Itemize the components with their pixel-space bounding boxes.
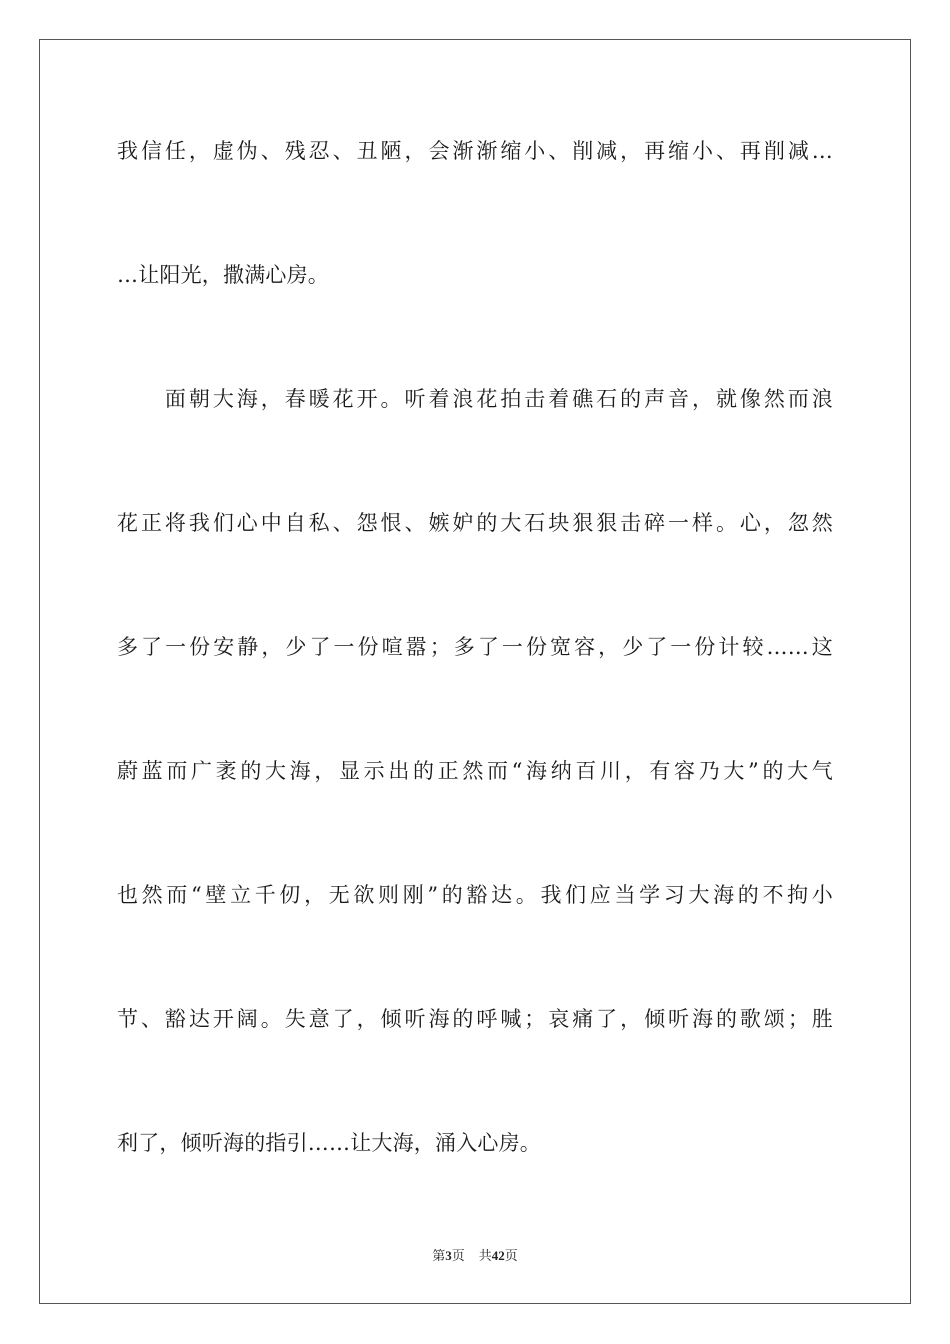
page-footer — [0, 1247, 950, 1266]
paragraph-line: 我信任，虚伪、残忍、丑陋，会渐渐缩小、削减，再缩小、再削减… — [117, 139, 833, 163]
total-label-prefix: 共 — [478, 1249, 492, 1264]
page-border — [39, 39, 911, 1304]
paragraph-line: 也然而“壁立千仞，无欲则刚”的豁达。我们应当学习大海的不拘小 — [117, 883, 833, 907]
total-pages: 42 — [491, 1248, 505, 1263]
paragraph-line: 利了，倾听海的指引……让大海，涌入心房。 — [117, 1131, 541, 1155]
page-number: 3 — [445, 1248, 452, 1263]
paragraph-line: 蔚蓝而广袤的大海，显示出的正然而“海纳百川，有容乃大”的大气 — [117, 759, 833, 783]
paragraph-line: 节、豁达开阔。失意了，倾听海的呼喊；哀痛了，倾听海的歌颂；胜 — [117, 1007, 833, 1031]
total-label-suffix: 页 — [504, 1249, 518, 1264]
paragraph-line: 多了一份安静，少了一份喧嚣；多了一份宽容，少了一份计较……这 — [117, 635, 833, 659]
paragraph-line: 面朝大海，春暖花开。听着浪花拍击着礁石的声音，就像然而浪 — [117, 387, 833, 411]
page-label-suffix: 页 — [451, 1249, 465, 1264]
page-label-prefix: 第 — [432, 1249, 446, 1264]
paragraph-line: …让阳光，撒满心房。 — [117, 263, 329, 287]
paragraph-line: 花正将我们心中自私、怨恨、嫉妒的大石块狠狠击碎一样。心，忽然 — [117, 511, 833, 535]
